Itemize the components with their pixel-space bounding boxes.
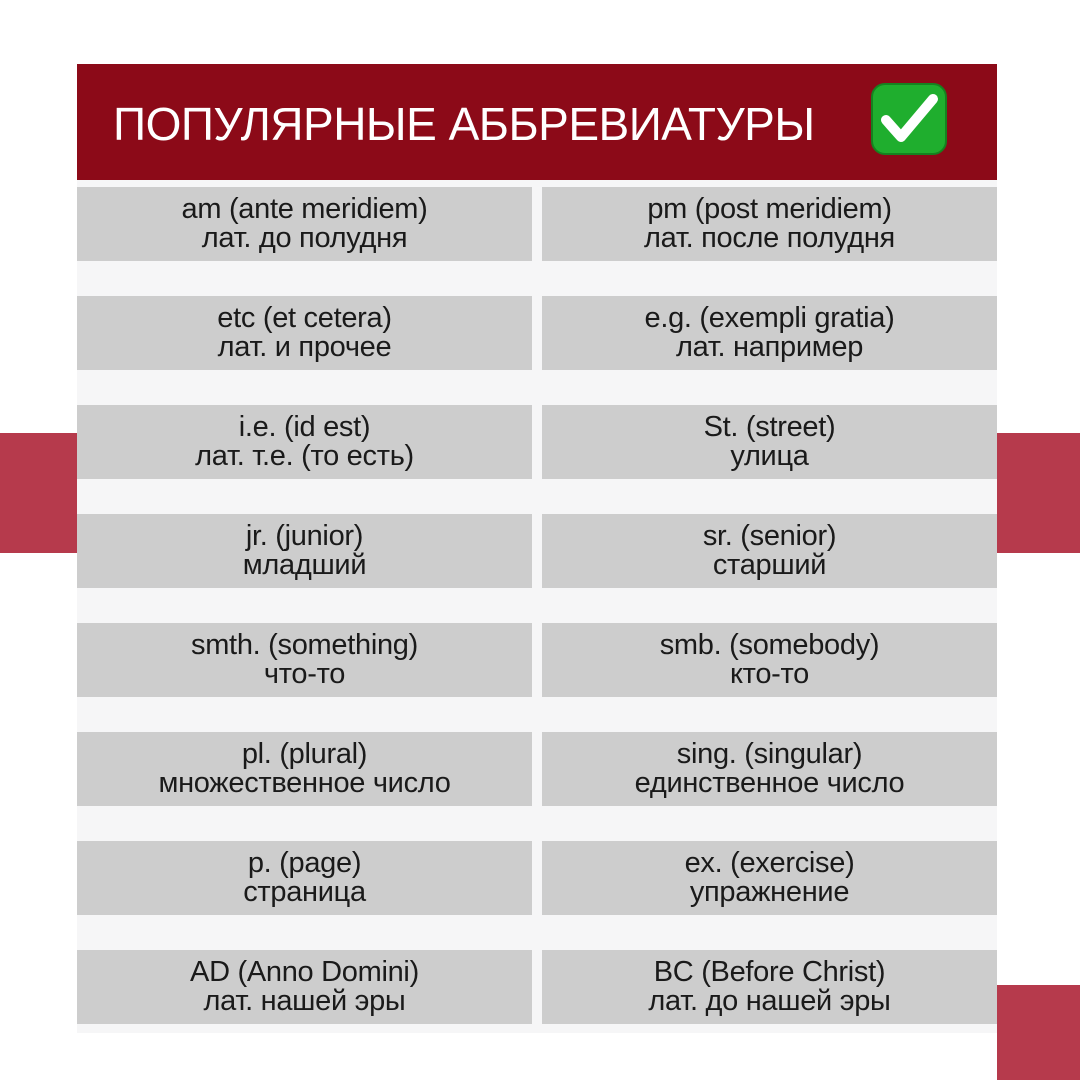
abbreviations-card bbox=[77, 64, 997, 1033]
abbreviation-cell bbox=[542, 732, 997, 806]
abbreviation-meaning: лат. до нашей эры bbox=[648, 985, 891, 1017]
abbreviation-term: AD (Anno Domini) bbox=[190, 956, 419, 988]
abbreviation-meaning: кто-то bbox=[729, 658, 810, 690]
abbreviation-cell bbox=[542, 841, 997, 915]
title-bar bbox=[77, 64, 997, 180]
abbreviation-term: p. (page) bbox=[247, 847, 362, 879]
page-title: ПОПУЛЯРНЫЕ АББРЕВИАТУРЫ bbox=[113, 98, 815, 150]
abbreviation-cell bbox=[542, 296, 997, 370]
abbreviation-term: sing. (singular) bbox=[676, 738, 863, 770]
abbreviation-cell bbox=[542, 950, 997, 1024]
abbreviation-meaning: лат. до полудня bbox=[201, 222, 408, 254]
abbreviation-meaning: единственное число bbox=[634, 767, 905, 799]
abbreviation-cell bbox=[77, 841, 532, 915]
abbreviation-cell bbox=[77, 296, 532, 370]
abbreviation-term: jr. (junior) bbox=[245, 520, 364, 552]
abbreviation-cell bbox=[77, 623, 532, 697]
abbreviation-meaning: младший bbox=[242, 549, 367, 581]
abbreviation-meaning: что-то bbox=[263, 658, 346, 690]
abbreviation-cell bbox=[77, 514, 532, 588]
abbreviation-term: St. (street) bbox=[703, 411, 836, 443]
abbreviation-term: e.g. (exempli gratia) bbox=[644, 302, 895, 334]
abbreviation-term: etc (et cetera) bbox=[217, 302, 392, 334]
left-accent-block bbox=[0, 433, 77, 553]
abbreviation-meaning: лат. нашей эры bbox=[203, 985, 406, 1017]
abbreviation-meaning: старший bbox=[712, 549, 827, 581]
abbreviation-cell bbox=[77, 950, 532, 1024]
abbreviation-cell bbox=[542, 514, 997, 588]
abbreviation-cell bbox=[542, 405, 997, 479]
abbreviation-meaning: лат. после полудня bbox=[644, 222, 895, 254]
abbreviation-meaning: лат. т.е. (то есть) bbox=[195, 440, 414, 472]
abbreviation-cell bbox=[542, 623, 997, 697]
abbreviation-term: pm (post meridiem) bbox=[647, 193, 892, 225]
abbreviation-term: smth. (something) bbox=[191, 629, 418, 661]
abbreviation-term: BC (Before Christ) bbox=[653, 956, 886, 988]
abbreviation-meaning: страница bbox=[243, 876, 366, 908]
bottom-right-accent-block bbox=[997, 985, 1080, 1080]
abbreviation-term: pl. (plural) bbox=[241, 738, 368, 770]
abbreviation-term: ex. (exercise) bbox=[684, 847, 855, 879]
abbreviation-meaning: лат. и прочее bbox=[217, 331, 392, 363]
abbreviation-meaning: улица bbox=[730, 440, 809, 472]
right-accent-block bbox=[997, 433, 1080, 553]
abbreviation-meaning: упражнение bbox=[689, 876, 850, 908]
abbreviation-cell bbox=[77, 405, 532, 479]
abbreviation-cell bbox=[77, 187, 532, 261]
abbreviation-term: am (ante meridiem) bbox=[181, 193, 428, 225]
abbreviation-meaning: множественное число bbox=[158, 767, 451, 799]
check-mark-button-icon bbox=[870, 82, 948, 156]
abbreviation-term: sr. (senior) bbox=[702, 520, 837, 552]
abbreviation-term: smb. (somebody) bbox=[659, 629, 880, 661]
abbreviation-meaning: лат. например bbox=[675, 331, 864, 363]
abbreviation-term: i.e. (id est) bbox=[238, 411, 371, 443]
abbreviation-cell bbox=[77, 732, 532, 806]
abbreviation-cell bbox=[542, 187, 997, 261]
